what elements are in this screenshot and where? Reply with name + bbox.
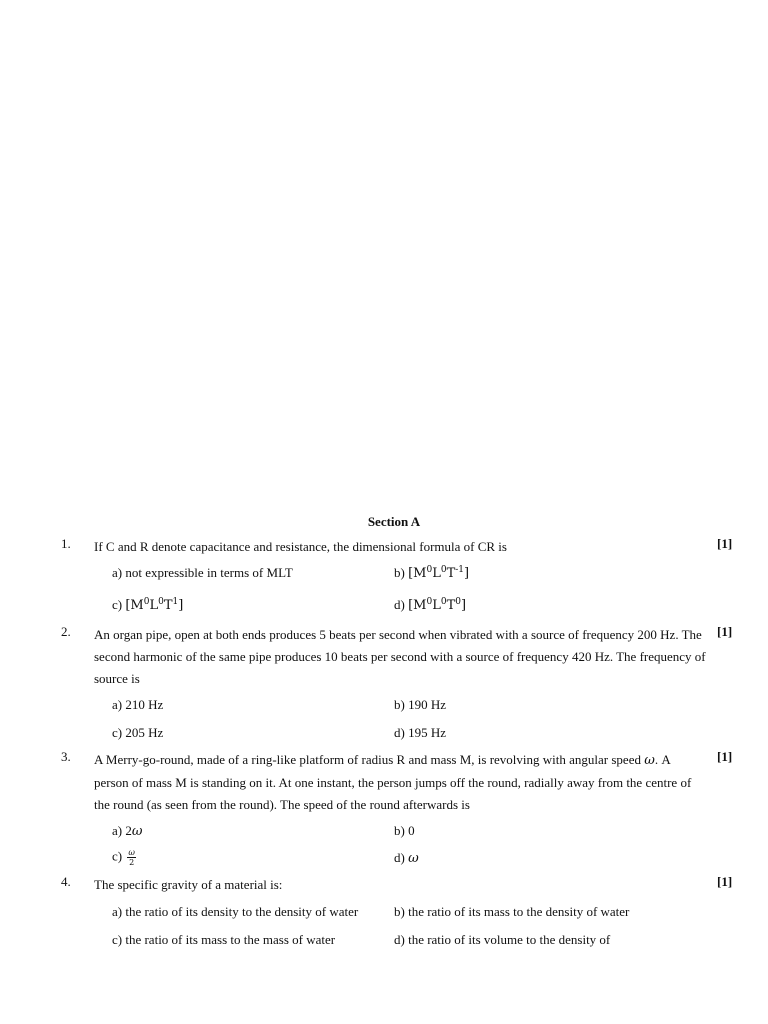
- question-text: [94, 749, 706, 816]
- question-number: 3.: [61, 749, 71, 764]
- option-1c: [112, 597, 183, 613]
- option-2a: a) 210 Hz: [112, 697, 164, 712]
- option-3b: b) 0: [394, 823, 415, 838]
- option-2d: d) 195 Hz: [394, 725, 446, 740]
- formula-m0-l0-t-minus1: $[M^0L^0T^{-1}]$: [408, 565, 470, 581]
- question-marks: [1]: [717, 536, 733, 551]
- option-4c: c) the ratio of its mass to the mass of water: [112, 932, 336, 947]
- option-4d: d) the ratio of its volume to the density of: [394, 932, 611, 947]
- question-marks: [1]: [717, 749, 733, 764]
- option-label: b): [394, 565, 405, 580]
- option-1a: a) not expressible in terms of MLT: [112, 565, 293, 580]
- question-number: 4.: [61, 874, 71, 889]
- section-title: Section A: [367, 514, 421, 529]
- option-3a: [112, 823, 142, 839]
- formula-m0-l0-t1: $[M^0L^0T^1]$: [125, 597, 184, 613]
- omega-symbol: ω: [408, 851, 419, 866]
- question-text: An organ pipe, open at both ends produces 5 beats per second when vibrated with a source of frequency 200 Hz. The second harmonic of the same pipe produces 10 beats per second with a source of frequency 420 Hz. The frequency of source is: [94, 627, 706, 686]
- fraction-omega-over-2: [127, 848, 136, 867]
- question-text-start: A Merry-go-round, made of a ring-like platform of radius R and mass M, is revolving with angular speed: [94, 752, 645, 767]
- question-number: 2.: [61, 624, 71, 639]
- fraction-denominator: 2: [129, 858, 135, 867]
- question-text: If C and R denote capacitance and resistance, the dimensional formula of CR is: [94, 539, 507, 554]
- option-label: d): [394, 850, 405, 865]
- question-text-end: . A person of mass M is standing on it. At one instant, the person jumps off the round, radially away from the centre of the round (as seen from the round). The speed of the round afterwards is: [94, 752, 692, 812]
- option-2c: c) 205 Hz: [112, 725, 164, 740]
- option-label: d): [394, 597, 405, 612]
- question-marks: [1]: [717, 624, 733, 639]
- option-label: c): [112, 597, 123, 612]
- option-label: a) 2: [112, 823, 132, 838]
- omega-symbol: ω: [644, 753, 655, 768]
- option-4a: a) the ratio of its density to the density of water: [112, 904, 359, 919]
- option-3d: [394, 850, 419, 866]
- option-1d: [394, 597, 466, 613]
- option-4b: b) the ratio of its mass to the density of water: [394, 904, 630, 919]
- option-1b: [394, 565, 469, 581]
- omega-symbol: ω: [131, 824, 143, 839]
- option-3c: [112, 848, 136, 867]
- option-2b: b) 190 Hz: [394, 697, 446, 712]
- fraction-numerator: ω: [128, 848, 135, 857]
- question-text: The specific gravity of a material is:: [94, 877, 283, 892]
- question-marks: [1]: [717, 874, 733, 889]
- formula-m0-l0-t0: $[M^0L^0T^0]$: [408, 597, 467, 613]
- question-number: 1.: [61, 536, 71, 551]
- option-label: c): [112, 848, 123, 864]
